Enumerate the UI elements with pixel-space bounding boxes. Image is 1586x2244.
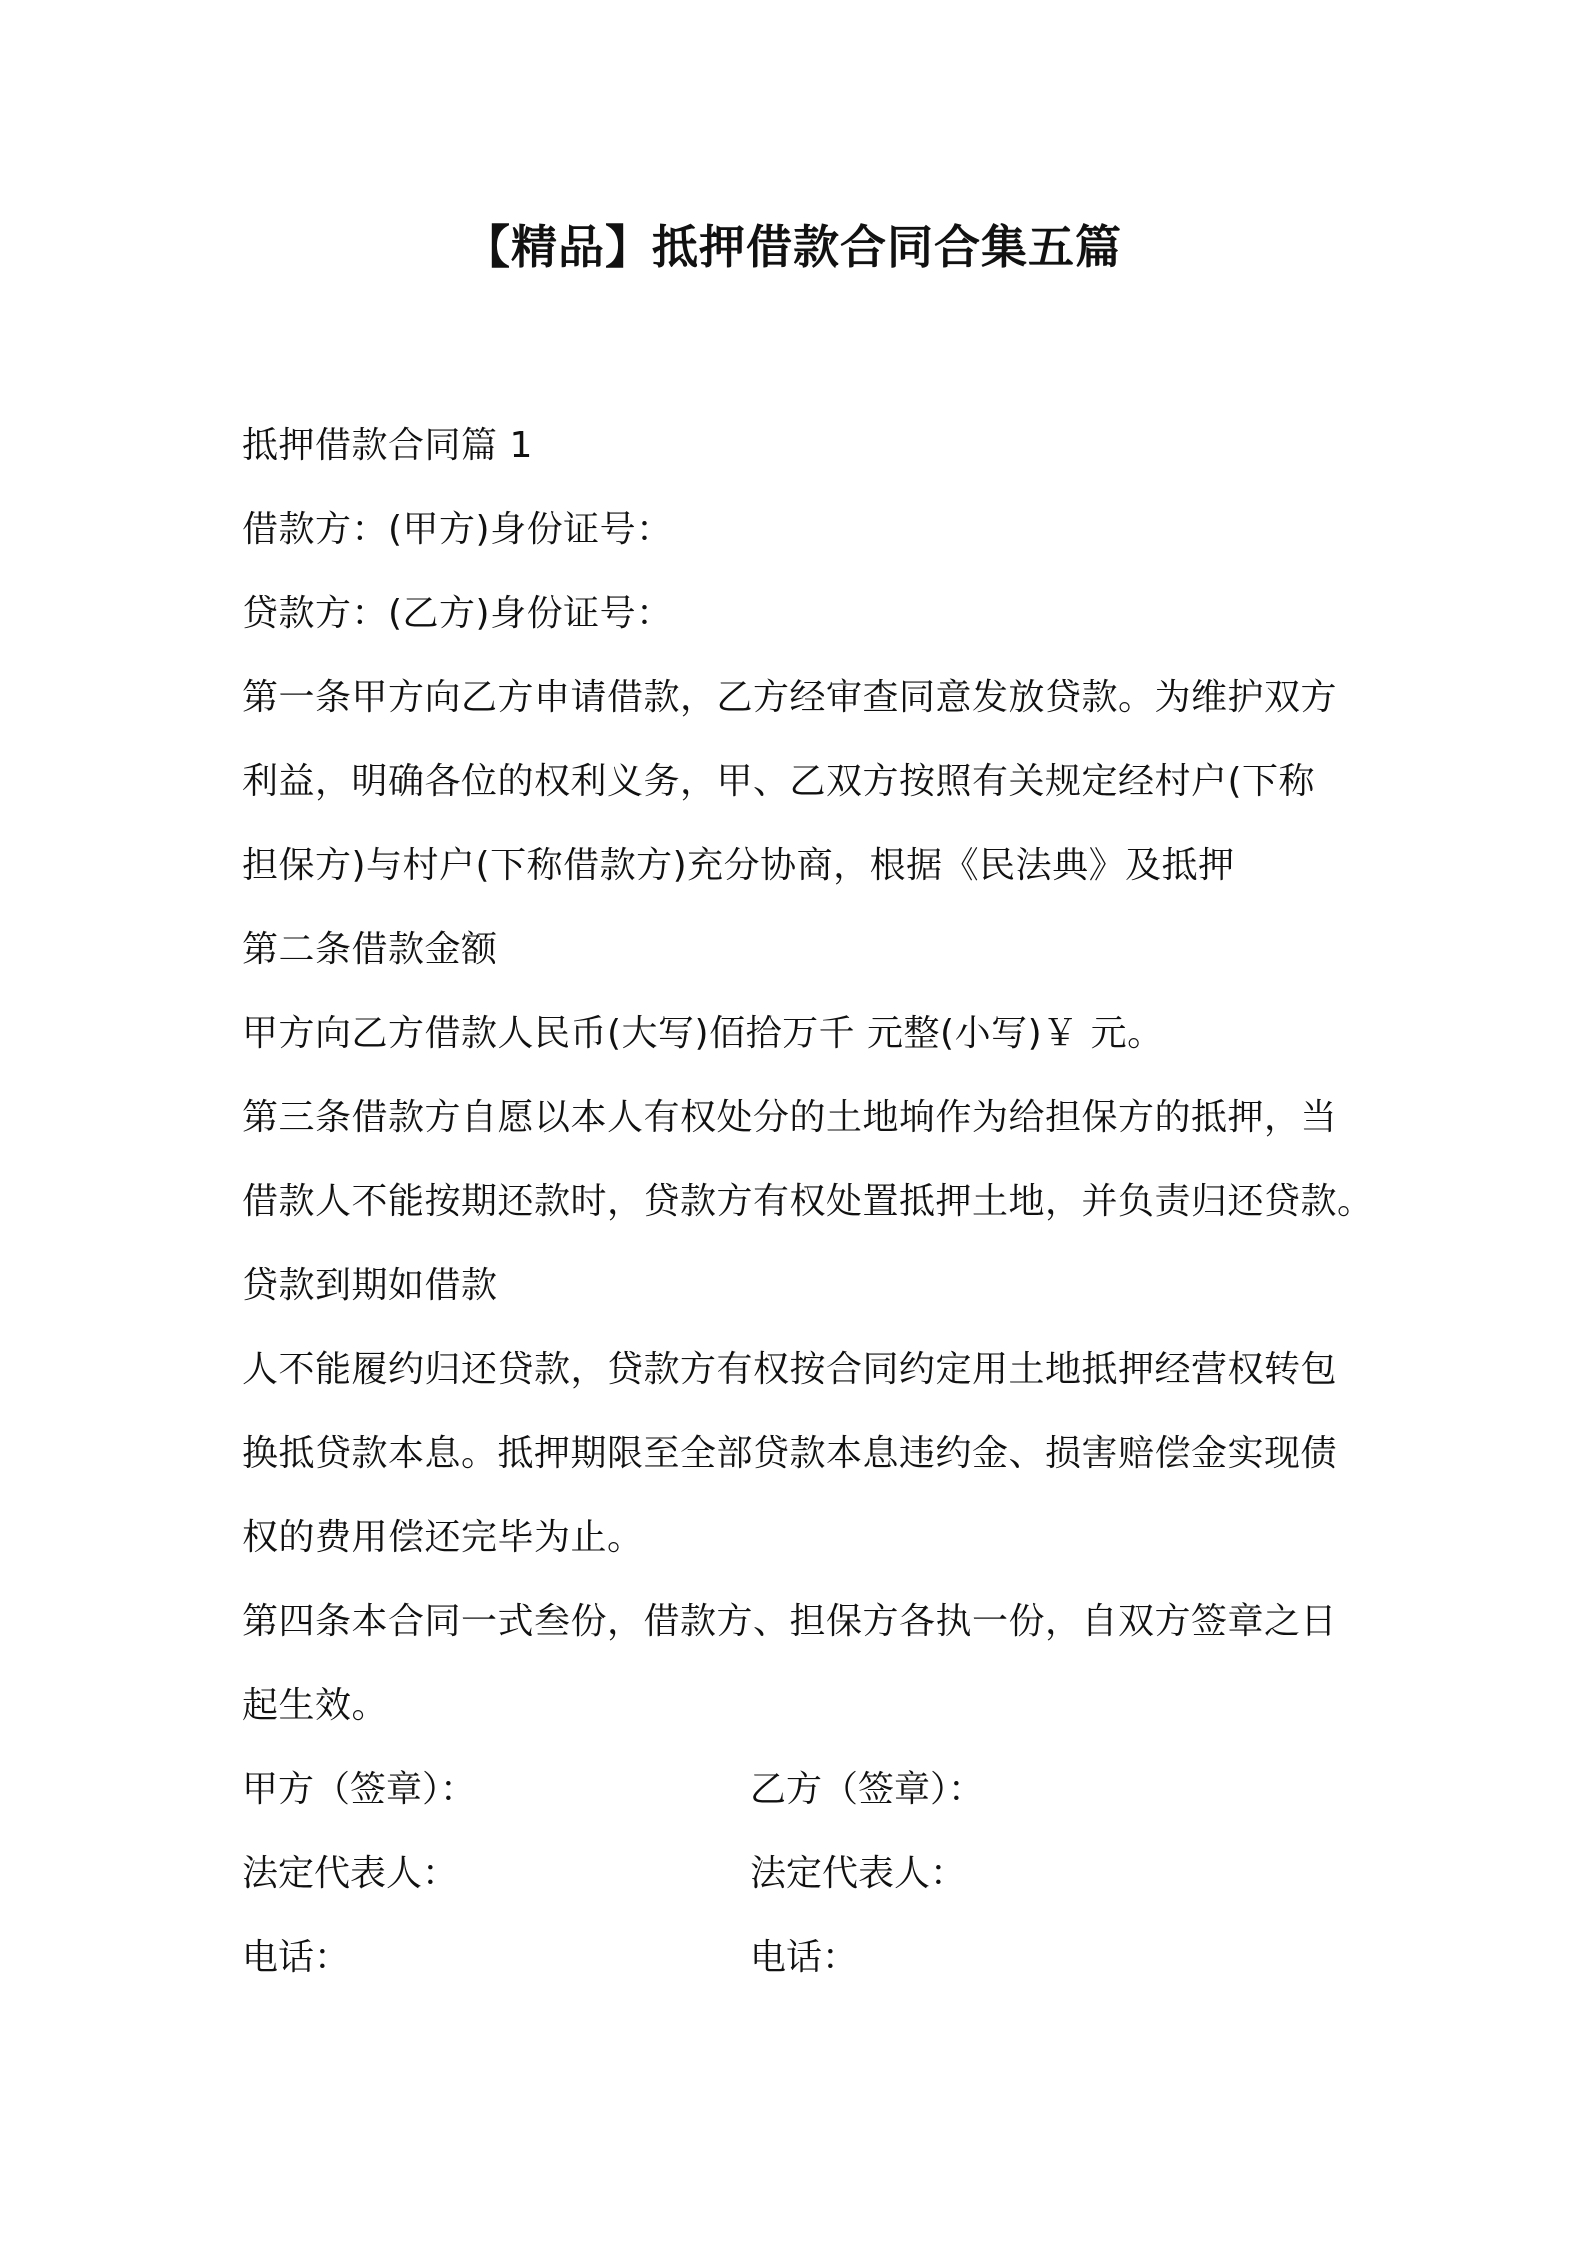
lender-line: 贷款方：(乙方)身份证号： xyxy=(242,593,673,634)
article-3-line-5: 换抵贷款本息。抵押期限至全部贷款本息违约金、损害赔偿金实现债 xyxy=(242,1433,1338,1474)
signature-phone-row xyxy=(242,1916,1362,2000)
article-3-line-2: 借款人不能按期还款时，贷款方有权处置抵押土地，并负责归还贷款。 xyxy=(242,1181,1374,1222)
article-3-line-3: 贷款到期如借款 xyxy=(242,1265,498,1306)
borrower-line: 借款方：(甲方)身份证号： xyxy=(242,509,673,550)
article-4-line-2: 起生效。 xyxy=(242,1685,389,1726)
article-1-line-2: 利益，明确各位的权利义务，甲、乙双方按照有关规定经村户(下称 xyxy=(242,761,1316,802)
article-4-line-1: 第四条本合同一式叁份，借款方、担保方各执一份，自双方签章之日 xyxy=(242,1601,1338,1642)
signature-legal-rep-row xyxy=(242,1832,1362,1916)
article-1-line-1: 第一条甲方向乙方申请借款，乙方经审查同意发放贷款。为维护双方 xyxy=(242,677,1338,718)
article-2-heading: 第二条借款金额 xyxy=(242,929,498,970)
party-a-seal-label: 甲方（签章）： xyxy=(242,1769,477,1810)
article-1-line-3: 担保方)与村户(下称借款方)充分协商，根据《民法典》及抵押 xyxy=(242,845,1235,886)
article-3-line-1: 第三条借款方自愿以本人有权处分的土地垧作为给担保方的抵押，当 xyxy=(242,1097,1338,1138)
article-2-amount: 甲方向乙方借款人民币(大写)佰拾万千 元整(小写)￥ 元。 xyxy=(242,1013,1164,1054)
document-title: 【精品】抵押借款合同合集五篇 xyxy=(464,220,1122,274)
party-b-seal-label: 乙方（签章）： xyxy=(750,1769,985,1810)
article-3-line-4: 人不能履约归还贷款，贷款方有权按合同约定用土地抵押经营权转包 xyxy=(242,1349,1338,1390)
signature-seal-row xyxy=(242,1748,1362,1832)
document-body xyxy=(242,404,1374,2000)
article-3-line-6: 权的费用偿还完毕为止。 xyxy=(242,1517,644,1558)
party-b-phone-label: 电话： xyxy=(750,1937,859,1978)
section-heading: 抵押借款合同篇 1 xyxy=(242,425,533,466)
party-a-legal-rep-label: 法定代表人： xyxy=(242,1853,459,1894)
party-b-legal-rep-label: 法定代表人： xyxy=(750,1853,967,1894)
party-a-phone-label: 电话： xyxy=(242,1937,351,1978)
